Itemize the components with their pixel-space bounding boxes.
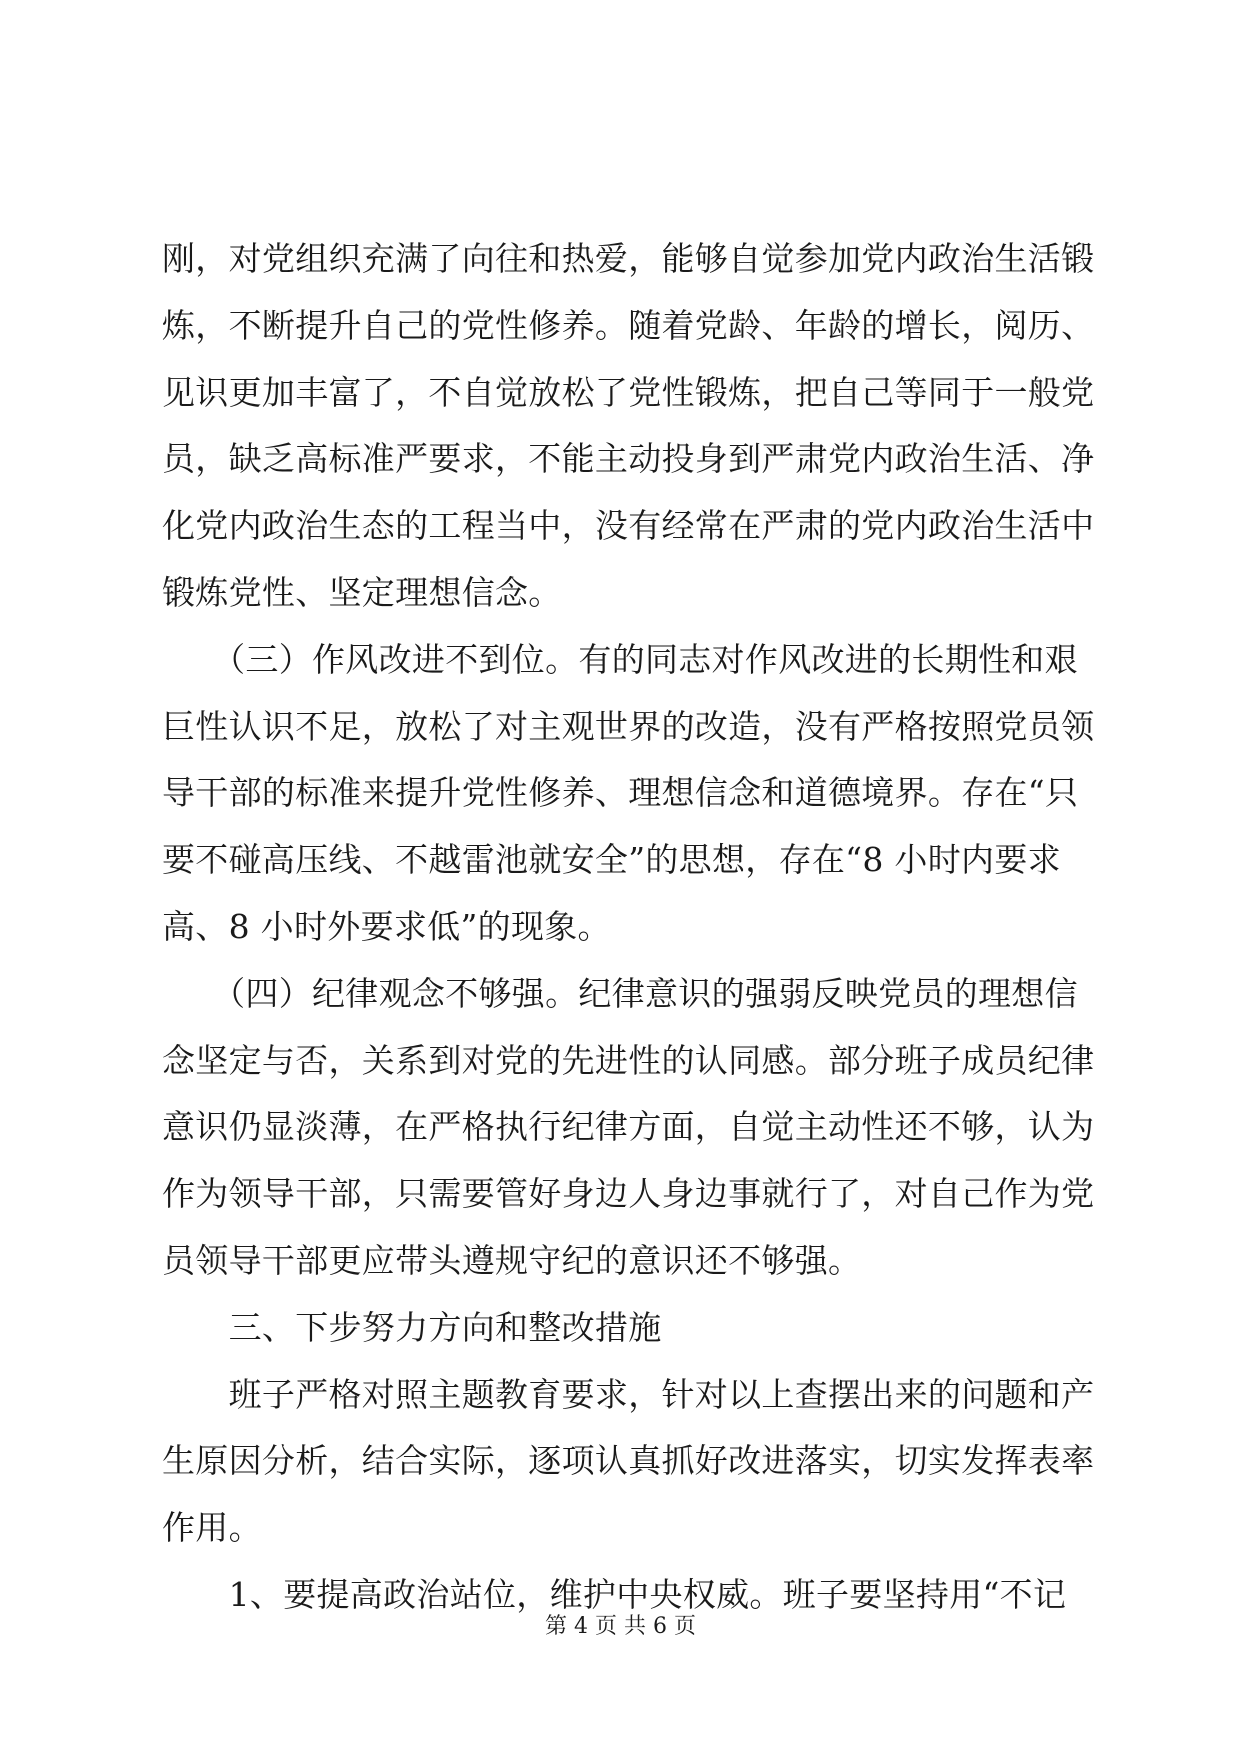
text-line: 刚，对党组织充满了向往和热爱，能够自觉参加党内政治生活锻 [162, 239, 1095, 278]
text-line: 化党内政治生态的工程当中，没有经常在严肃的党内政治生活中 [162, 506, 1095, 546]
text-line: 锻炼党性、坚定理想信念。 [162, 572, 562, 612]
section-title-line: 三、下步努力方向和整改措施 [162, 1307, 662, 1347]
document-body [162, 226, 1095, 1629]
text-line: 员，缺乏高标准严要求，不能主动投身到严肃党内政治生活、净 [162, 439, 1095, 479]
text-line: 生原因分析，结合实际，逐项认真抓好改进落实，切实发挥表率 [162, 1441, 1095, 1481]
text-line: 念坚定与否，关系到对党的先进性的认同感。部分班子成员纪律 [162, 1040, 1095, 1080]
text-line: 见识更加丰富了，不自觉放松了党性锻炼，把自己等同于一般党 [162, 372, 1095, 412]
section-heading-line: （四）纪律观念不够强。纪律意识的强弱反映党员的理想信 [162, 973, 1078, 1013]
page-footer: 第 4 页 共 6 页 [545, 1614, 696, 1639]
section-heading-line: （三）作风改进不到位。有的同志对作风改进的长期性和艰 [162, 639, 1078, 679]
text-line: 要不碰高压线、不越雷池就安全”的思想，存在“8 小时内要求 [162, 840, 1061, 880]
text-line: 意识仍显淡薄，在严格执行纪律方面，自觉主动性还不够，认为 [162, 1107, 1095, 1147]
text-line: 作为领导干部，只需要管好身边人身边事就行了，对自己作为党 [162, 1174, 1095, 1214]
text-line: 1、要提高政治站位，维护中央权威。班子要坚持用“不记 [162, 1574, 1067, 1614]
text-line: 班子严格对照主题教育要求，针对以上查摆出来的问题和产 [162, 1374, 1095, 1414]
text-line: 员领导干部更应带头遵规守纪的意识还不够强。 [162, 1240, 862, 1280]
text-line: 高、8 小时外要求低”的现象。 [162, 906, 611, 946]
text-line: 作用。 [162, 1508, 262, 1548]
text-line: 导干部的标准来提升党性修养、理想信念和道德境界。存在“只 [162, 773, 1079, 813]
text-line: 炼，不断提升自己的党性修养。随着党龄、年龄的增长，阅历、 [162, 305, 1095, 345]
text-line: 巨性认识不足，放松了对主观世界的改造，没有严格按照党员领 [162, 706, 1095, 746]
